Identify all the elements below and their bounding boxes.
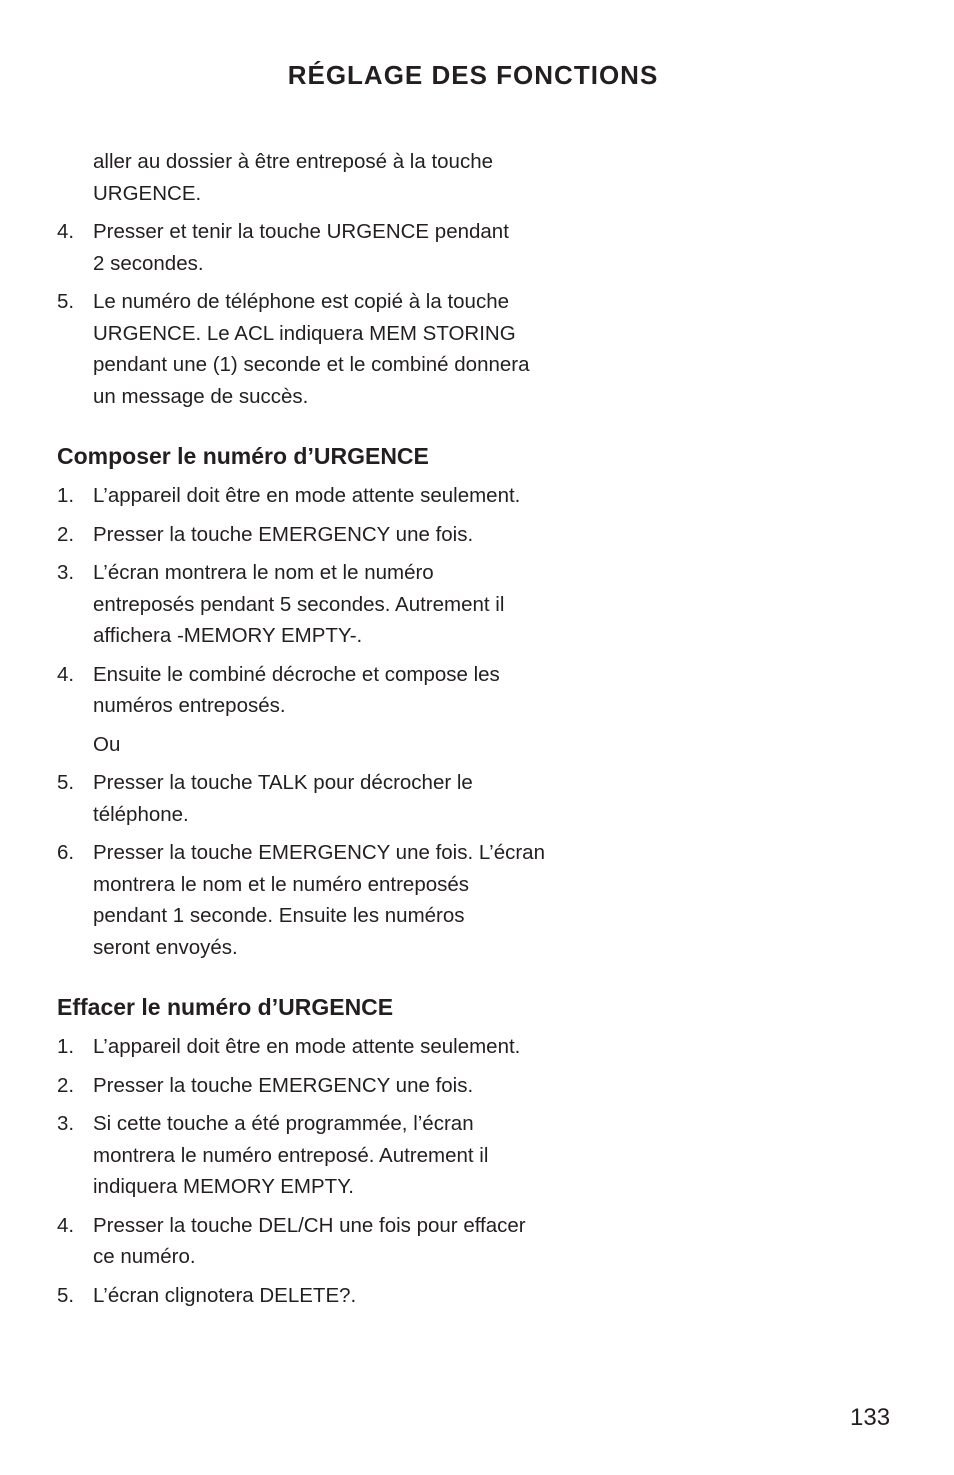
item-line: seront envoyés.: [93, 935, 238, 959]
item-line: 2 secondes.: [93, 251, 204, 275]
item-line: L’appareil doit être en mode attente seulement.: [93, 484, 521, 507]
item-line: indiquera MEMORY EMPTY.: [93, 1175, 354, 1198]
list-item: [57, 729, 577, 761]
item-line: Presser et tenir la touche URGENCE pendant: [93, 220, 509, 243]
list-item: [57, 216, 577, 279]
compose-steps-list: [57, 480, 577, 963]
delete-steps-list: [57, 1031, 577, 1311]
list-item: [57, 1031, 577, 1063]
item-line: URGENCE.: [93, 181, 202, 205]
item-number: 2.: [57, 522, 75, 546]
item-number: 3.: [57, 1112, 75, 1135]
item-number: 1.: [57, 484, 75, 507]
section-heading-compose: Composer le numéro d’URGENCE: [57, 443, 429, 469]
item-number: 1.: [57, 1035, 75, 1058]
item-line: Presser la touche TALK pour décrocher le: [93, 771, 473, 794]
item-line: aller au dossier à être entreposé à la touche: [93, 150, 494, 173]
item-line: numéros entreposés.: [93, 694, 286, 717]
item-line: Ensuite le combiné décroche et compose les: [93, 662, 500, 686]
list-item: [57, 1108, 577, 1203]
item-line: L’écran montrera le nom et le numéro: [93, 561, 434, 584]
item-line: un message de succès.: [93, 384, 309, 408]
item-line: entreposés pendant 5 secondes. Autrement il: [93, 592, 505, 616]
list-item: [57, 557, 577, 652]
list-item: [57, 1210, 577, 1273]
item-line: montrera le nom et le numéro entreposés: [93, 872, 470, 896]
item-line: Presser la touche EMERGENCY une fois. L’écran: [93, 841, 545, 864]
page-content: [57, 146, 577, 1318]
page-title: RÉGLAGE DES FONCTIONS: [287, 60, 659, 90]
item-line: Presser la touche EMERGENCY une fois.: [93, 1073, 474, 1097]
item-number: 6.: [57, 841, 75, 864]
intro-list: [57, 146, 577, 412]
list-item: [57, 1280, 577, 1312]
list-item: [57, 659, 577, 722]
item-number: 4.: [57, 1213, 75, 1237]
item-number: 5.: [57, 290, 75, 313]
list-item: [57, 837, 577, 963]
item-line: URGENCE. Le ACL indiquera MEM STORING: [93, 321, 516, 345]
list-item: [57, 519, 577, 551]
item-line: montrera le numéro entreposé. Autrement il: [93, 1143, 489, 1167]
item-number: 4.: [57, 220, 75, 243]
item-line: Ou: [93, 732, 121, 756]
page-number: 133: [850, 1404, 891, 1431]
item-number: 5.: [57, 771, 75, 794]
list-item: [57, 1070, 577, 1102]
item-line: L’appareil doit être en mode attente seulement.: [93, 1035, 521, 1058]
item-line: Si cette touche a été programmée, l’écran: [93, 1112, 474, 1135]
section-heading-delete: Effacer le numéro d’URGENCE: [57, 994, 394, 1020]
item-line: Presser la touche DEL/CH une fois pour effacer: [93, 1213, 526, 1237]
item-line: L’écran clignotera DELETE?.: [93, 1283, 357, 1307]
item-line: affichera -MEMORY EMPTY-.: [93, 624, 363, 647]
item-number: 4.: [57, 662, 75, 686]
list-item: [57, 767, 577, 830]
item-number: 2.: [57, 1073, 75, 1097]
item-number: 5.: [57, 1283, 75, 1307]
item-line: pendant 1 seconde. Ensuite les numéros: [93, 904, 465, 927]
item-number: 3.: [57, 561, 75, 584]
item-line: Le numéro de téléphone est copié à la touche: [93, 290, 509, 313]
item-line: pendant une (1) seconde et le combiné donnera: [93, 353, 530, 376]
item-line: ce numéro.: [93, 1245, 196, 1268]
item-line: Presser la touche EMERGENCY une fois.: [93, 522, 474, 546]
list-item: [57, 480, 577, 512]
list-item: [57, 286, 577, 412]
item-line: téléphone.: [93, 802, 189, 826]
list-item: [57, 146, 577, 209]
